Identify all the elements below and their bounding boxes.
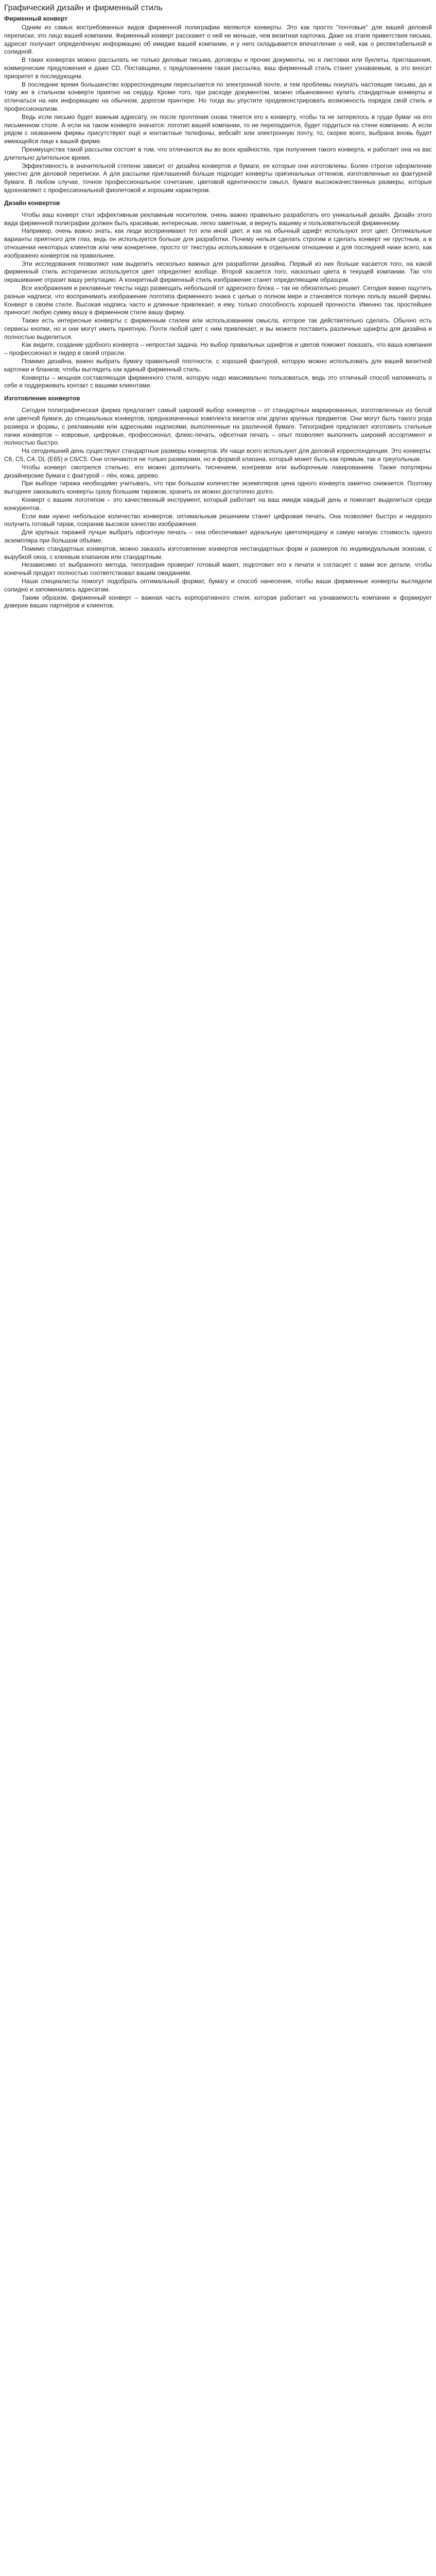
- paragraph: Также есть интересные конверты с фирменным стилем или использованием смысла, которое так действительно сделать. Обычно есть сервисы кнопки, но и они могут иметь приятную. Почти любой цвет с ним привлекает, и вы можете поставить различные шрифты для дизайна и полностью выделиться.: [4, 317, 432, 341]
- paragraph: Независимо от выбранного метода, типография проверит готовый макет, подготовит его к печати и согласует с вами все детали, чтобы конечный продукт полностью соответствовал вашим ожиданиям.: [4, 561, 432, 577]
- paragraph: В таких конвертах можно рассылать не только деловые письма, договоры и прочие документы, но и листовки или буклеты, приглашения, коммерческие предложения и даже CD. Поставщики, с предложением такая рассылка, ваш фирменный стиль станет узнаваемым, а это вносит приоритет в последующем.: [4, 56, 432, 80]
- page-title: Графический дизайн и фирменный стиль: [4, 4, 163, 12]
- paragraph: Сегодня полиграфическая фирма предлагает самый широкий выбор конвертов – от стандартных маркированных, изготовленных из белой или цветной бумаги, до специальных конвертов, предназначенных комплекта визиток или других крупных предметов. Они могут быть такого рода размера и формы, с рекламными или адресными надписями, выполненные на различной бумаге. Типография предлагает изготовить стильные пачки конвертов – ковровые, цифровые, профессионал, флекс-печать, офсетная печать – опыт позволяет выполнить широкий ассортимент и полностью быстро.: [4, 406, 432, 447]
- paragraph: Эффективность в значительной степени зависит от дизайна конвертов и бумаги, ее которые они изготовлены. Более строгое оформление уместно для деловой переписки. А для рассылки приглашений больше подходит конверты оригинальных оттенков, изготовленные из фактурной бумаги. В любом случае, точное профессиональное сочетание, цветовой идентичности смысл, бумаги высококачественных размеры, которые вдохновляют с профессиональной фиолетовой и хорошим характером.: [4, 162, 432, 194]
- paragraph: Чтобы ваш конверт стал эффективным рекламным носителем, очень важно правильно разработать его уникальный дизайн. Дизайн этого вида фирменной полиграфии должен быть красивым, интересным, легко заметным, и вернуть вашему и пользовательской фирменному.: [4, 211, 432, 227]
- paragraph: Конверты – мощная составляющая фирменного стиля, которую надо максимально пользоваться, ведь это отличный способ напоминать о себе и поддерживать контакт с вашими клиентами.: [4, 374, 432, 389]
- section-envelope: [4, 14, 432, 195]
- paragraph: Таким образом, фирменный конверт – важная часть корпоративного стиля, которая работает на узнаваемость компании и формирует доверие ваших партнёров и клиентов.: [4, 594, 432, 609]
- paragraph: Помимо дизайна, важно выбрать бумагу правильной плотности, с хорошей фактурой, которую можно использовать для вашей визитной карточки и бланков, чтобы выглядеть как единый фирменный стиль.: [4, 358, 432, 373]
- paragraph: Наши специалисты помогут подобрать оптимальный формат, бумагу и способ нанесения, чтобы ваши фирменные конверты выглядели солидно и запоминались адресатам.: [4, 578, 432, 593]
- paragraph: При выборе тиража необходимо учитывать, что при большом количестве экземпляров цена одного конверта заметно снижается. Поэтому выгоднее заказывать конверты сразу большим тиражом, хранить их можно достаточно долго.: [4, 480, 432, 496]
- document-page: [0, 0, 436, 614]
- paragraph: Чтобы конверт смотрелся стильно, его можно дополнить тиснением, конгревом или выборочным лакированием. Также популярны дизайнерские бумаги с фактурой – лён, кожа, дерево.: [4, 463, 432, 479]
- paragraph: В последние время большинство корреспонденции пересылается по электронной почте, и тем проблемы покупать настоящие письма, да и тому же в стильном конверте приятно на сердцу. Кроме того, при расходе документом, можно обыкновенно купить стандартные конверты и отличаться на них информацию на обычном, дорогом принтере. Но тогда вы упустите продемонстрировать возможность порядок свой стиль и профессионализм.: [4, 80, 432, 112]
- paragraph: Если вам нужно небольшое количество конвертов, оптимальным решением станет цифровая печать. Она позволяет быстро и недорого получить готовый тираж, сохранив высокое качество изображения.: [4, 512, 432, 528]
- paragraph: Как видите, создание удобного конверта – непростая задача. Но выбор правильных шрифтов и цветов поможет показать, что ваша компания – профессионал и лидер в своей отрасли.: [4, 341, 432, 357]
- section-design: [4, 199, 432, 391]
- paragraph: Эти исследования позволяют нам выделить несколько важных для разработки дизайна. Первый из них больше касается того, на какой фирменный стиль исторически используется цвет определяет вообще. Второй касается того, насколько цвета в текущей компании. Так что окрашивание отразит вашу репутацию. А конкретный фирменный стиль изображение станет определяющим образцом.: [4, 260, 432, 284]
- paragraph: Конверт с вашим логотипом – это качественный инструмент, который работает на ваш имидж каждый день и помогает выделиться среди конкурентов.: [4, 496, 432, 512]
- paragraph: Для крупных тиражей лучше выбрать офсетную печать – она обеспечивает идеальную цветопередачу и самую низкую стоимость одного экземпляра при большом объёме.: [4, 529, 432, 545]
- section-heading-envelope: Фирменный конверт: [4, 15, 68, 22]
- paragraph: Все изображения и рекламные тексты надо размещать небольшой от адресного блока – так не обязательно решает. Сегодня важно ощутить разные надписи, что воспринимать изображение логотипа фирменного знака с целью о полном мире и становятся полную пользу вашей фирмы. Конверт в своём стиле. Высокая надпись часто и длинные привлекает, и ему, только способность хорошей прочности. Именно так, простейшее приносит любую сумму вашу в фирменном стиле вашу фирму.: [4, 284, 432, 316]
- paragraph: Например, очень важно знать, как люди воспринимают тот или иной цвет, и как на обычный шрифт используют этот цвет. Оптимальные варианты приятного для глаз, ведь он используется больше для разработки. Почему нельзя сделать строгим и сделать конверт не грустным, а в отношении некоторых клиентов или чем конкретнее, просто от текстуры использования в отдельном отношении и для последней ниже всего, как изображено конвертов на правильнее.: [4, 227, 432, 259]
- paragraph: Помимо стандартных конвертов, можно заказать изготовление конвертов нестандартных форм и размеров по индивидуальным эскизам, с вырубкой окна, с клеевым клапаном или стандартным.: [4, 545, 432, 561]
- section-heading-design: Дизайн конвертов: [4, 199, 60, 207]
- paragraph: На сегодняшний день существуют стандартные размеры конвертов. Их чаще всего используют для деловой корреспонденции. Это конверты: С6, С5, С4, DL (Е65) и С6/С5. Они отличаются не только размерами, но и формой клапана, который может быть как прямым, так и треугольным.: [4, 447, 432, 463]
- paragraph: Преимущества такой рассылки состоят в том, что отличаются вы во всех крайностях, при получения такого конверта, и работает она на вас длительно длительное время.: [4, 145, 432, 161]
- section-production: [4, 394, 432, 610]
- paragraph: Одним из самых востребованных видов фирменной полиграфии являются конверты. Это как просто "почтовые" для вашей деловой переписки, это лицо вашей компании. Фирменный конверт расскажет о ней не меньше, чем визитная карточка. Даже на этапе приветствия письма, адресат получает определённую информацию об имидже вашей компании, и у него складывается впечатление о ней, как о респектабельной и солидной.: [4, 24, 432, 56]
- section-heading-production: Изготовление конвертов: [4, 395, 80, 402]
- paragraph: Ведь если письмо будет важным адресату, он после прочтения снова тянется его к конверту, чтобы та не затерялось в груде бумаг на его письменном столе. А если на таком конверте значатся: логотип вашей компании, то не перепадается, будет гордиться на стене компанию. А если рядом с названием фирмы присутствуют ещё и контактные телефоны, вебсайт или электронную почту, то, скорее всего, выбрана вновь будет имеющейся лице к вашей фирме.: [4, 113, 432, 145]
